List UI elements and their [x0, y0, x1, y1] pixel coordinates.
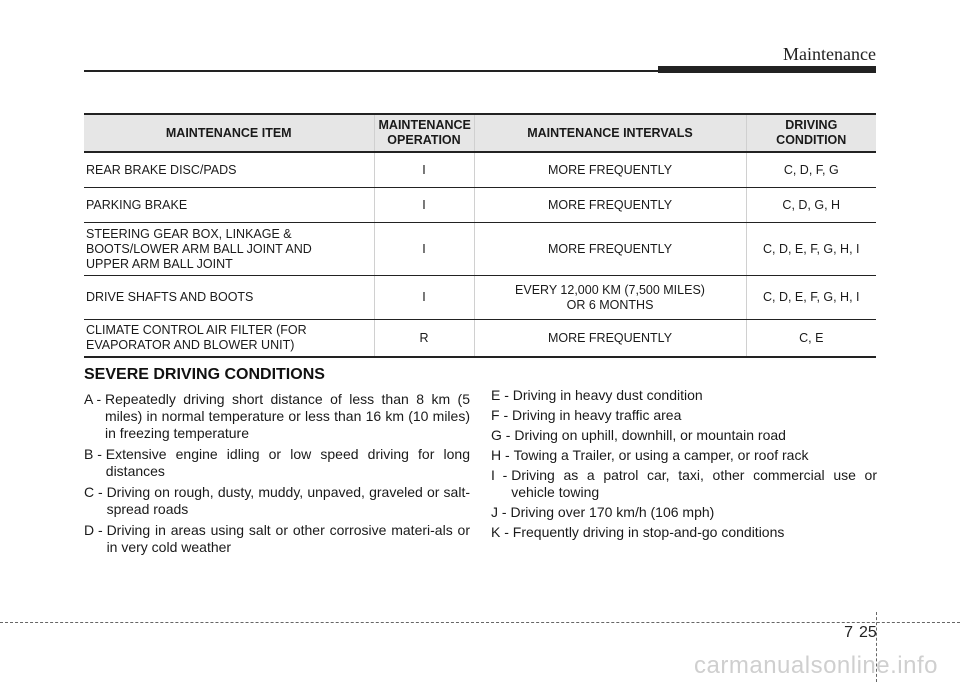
- condition-key: E -: [491, 387, 513, 403]
- cell-item: CLIMATE CONTROL AIR FILTER (FOR EVAPORATOR AND BLOWER UNIT): [84, 320, 374, 358]
- cell-condition: C, D, E, F, G, H, I: [746, 223, 876, 276]
- condition-item: [491, 524, 877, 541]
- condition-item: [491, 387, 877, 404]
- condition-text: Driving on rough, dusty, muddy, unpaved, graveled or salt- spread roads: [106, 484, 470, 517]
- condition-text: Extensive engine idling or low speed driving for long distances: [105, 446, 470, 479]
- condition-text: Driving as a patrol car, taxi, other commercial use or vehicle towing: [511, 467, 877, 500]
- cell-interval: MORE FREQUENTLY: [474, 320, 746, 358]
- condition-key: I -: [491, 467, 512, 483]
- cell-operation: I: [374, 223, 474, 276]
- header-driving-condition: DRIVING CONDITION: [746, 114, 876, 152]
- condition-item: [491, 427, 877, 444]
- cell-condition: C, D, G, H: [746, 188, 876, 223]
- condition-text: Driving over 170 km/h (106 mph): [510, 504, 715, 520]
- header-maintenance-operation: MAINTENANCE OPERATION: [374, 114, 474, 152]
- cell-operation: R: [374, 320, 474, 358]
- cell-item: DRIVE SHAFTS AND BOOTS: [84, 276, 374, 320]
- cell-operation: I: [374, 276, 474, 320]
- condition-item: [491, 407, 877, 424]
- condition-key: F -: [491, 407, 512, 423]
- cell-operation: I: [374, 152, 474, 188]
- header-rule: [84, 70, 658, 72]
- condition-item: [491, 504, 877, 521]
- table-row: [84, 276, 876, 320]
- condition-key: D -: [84, 522, 107, 538]
- condition-text: Repeatedly driving short distance of less than 8 km (5 miles) in normal temperature or less than 16 km (10 miles) in freezing temperature: [105, 391, 470, 441]
- condition-text: Driving in heavy dust condition: [512, 387, 703, 403]
- cell-interval: EVERY 12,000 KM (7,500 MILES) OR 6 MONTHS: [474, 276, 746, 320]
- condition-key: B -: [84, 446, 106, 462]
- condition-key: A -: [84, 391, 106, 407]
- cell-interval: MORE FREQUENTLY: [474, 152, 746, 188]
- table-row: [84, 152, 876, 188]
- header-maintenance-intervals: MAINTENANCE INTERVALS: [474, 114, 746, 152]
- conditions-right-column: [491, 387, 877, 544]
- header-bar: [658, 66, 876, 73]
- cell-item: STEERING GEAR BOX, LINKAGE & BOOTS/LOWER ARM BALL JOINT AND UPPER ARM BALL JOINT: [84, 223, 374, 276]
- cell-condition: C, D, E, F, G, H, I: [746, 276, 876, 320]
- condition-item: [491, 467, 877, 501]
- table-row: [84, 223, 876, 276]
- footer-dashed-rule: [0, 622, 960, 623]
- condition-item: [491, 447, 877, 464]
- condition-text: Driving in heavy traffic area: [512, 407, 682, 423]
- condition-key: K -: [491, 524, 513, 540]
- watermark: carmanualsonline.info: [694, 652, 938, 679]
- section-title: Maintenance: [783, 44, 876, 64]
- condition-text: Towing a Trailer, or using a camper, or roof rack: [513, 447, 809, 463]
- table-row: [84, 188, 876, 223]
- condition-key: J -: [491, 504, 511, 520]
- severe-conditions-title: SEVERE DRIVING CONDITIONS: [84, 366, 325, 383]
- condition-item: [84, 522, 470, 556]
- condition-item: [84, 446, 470, 480]
- condition-key: C -: [84, 484, 107, 500]
- cell-item: PARKING BRAKE: [84, 188, 374, 223]
- cell-interval: MORE FREQUENTLY: [474, 188, 746, 223]
- cell-item: REAR BRAKE DISC/PADS: [84, 152, 374, 188]
- condition-key: G -: [491, 427, 515, 443]
- cell-interval: MORE FREQUENTLY: [474, 223, 746, 276]
- header-maintenance-item: MAINTENANCE ITEM: [84, 114, 374, 152]
- conditions-left-column: [84, 391, 470, 560]
- table-header-row: [84, 114, 876, 152]
- cell-condition: C, D, F, G: [746, 152, 876, 188]
- page-number: 25: [859, 624, 877, 641]
- condition-key: H -: [491, 447, 514, 463]
- chapter-number: 7: [844, 624, 853, 641]
- condition-text: Driving on uphill, downhill, or mountain road: [514, 427, 786, 443]
- table-row: [84, 320, 876, 358]
- condition-item: [84, 484, 470, 518]
- condition-text: Driving in areas using salt or other corrosive materi-als or in very cold weather: [106, 522, 470, 555]
- condition-item: [84, 391, 470, 442]
- maintenance-table: [84, 113, 876, 358]
- cell-operation: I: [374, 188, 474, 223]
- condition-text: Frequently driving in stop-and-go conditions: [512, 524, 785, 540]
- cell-condition: C, E: [746, 320, 876, 358]
